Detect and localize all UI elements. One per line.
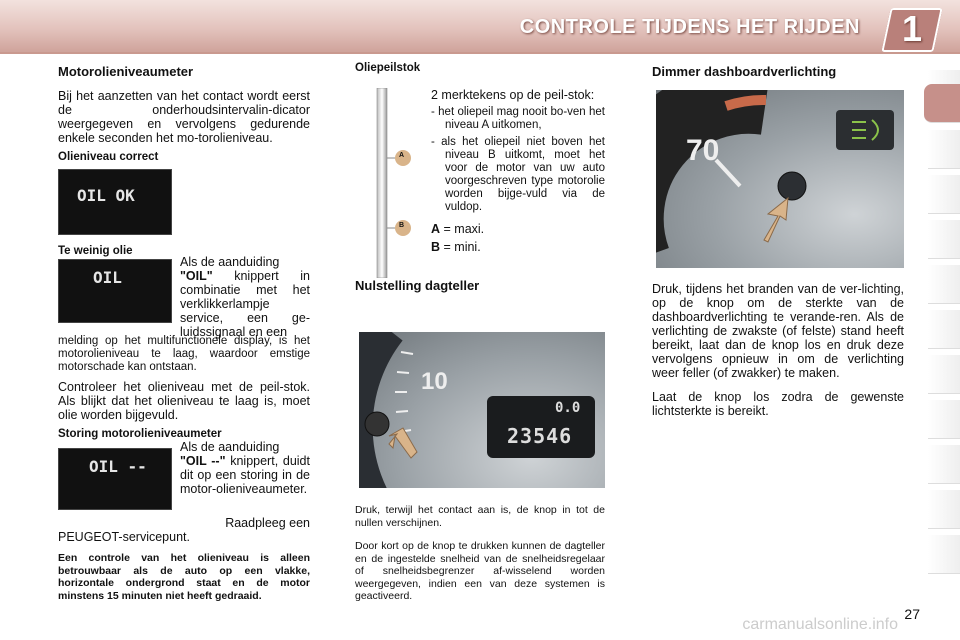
column-dipstick xyxy=(355,60,605,602)
arrow-icon xyxy=(389,428,417,458)
low-text-continued: melding op het multifunctionele display, is het motorolieniveau te laag, waardoor emstige motorschade kan ontstaan. xyxy=(58,335,310,373)
lcd-text: OIL xyxy=(93,268,122,287)
odometer-lcd: 23546 xyxy=(507,424,573,448)
page-title: CONTROLE TIJDENS HET RIJDEN xyxy=(519,16,860,38)
dimmer-text-2: Laat de knop los zodra de gewenste lichtsterkte is bereikt. xyxy=(652,390,904,418)
mark-a-label: A xyxy=(431,222,441,236)
mark-b-line xyxy=(431,240,605,254)
dipstick-illustration xyxy=(363,88,413,278)
chapter-tab[interactable] xyxy=(928,355,960,394)
chapter-tab[interactable] xyxy=(928,535,960,574)
reset-text-1: Druk, terwijl het contact aan is, de knop in tot de nullen verschijnen. xyxy=(355,504,605,529)
subheading-correct: Olieniveau correct xyxy=(58,151,159,163)
reset-heading: Nulstelling dagteller xyxy=(355,278,480,293)
chapter-tab[interactable] xyxy=(928,490,960,529)
low-text-a: Als de aanduiding xyxy=(180,255,280,269)
reset-text-2: Door kort op de knop te drukken kunnen de dagteller en de ingestelde snelheid van de snelheidsregelaar of snelheidsbegrenzer af-wisselend worden weergegeven, indien een van deze systemen is geactiveerd. xyxy=(355,540,605,602)
watermark: carmanualsonline.info xyxy=(742,616,898,633)
fault-text-b: "OIL --" xyxy=(180,454,226,468)
dimmer-text-1: Druk, tijdens het branden van de ver-lichting, op de knop om de sterkte van de dashboardverlichting te verande-ren. Als de verlichting de zwakste (of felste) stand heeft bereikt, laat dan de knop los en druk deze vervolgens opnieuw in om de verlichting weer feller (of zwakker) te maken. xyxy=(652,282,904,380)
gauge-number: 10 xyxy=(421,368,448,395)
arrow-icon xyxy=(764,198,788,242)
subheading-low: Te weinig olie xyxy=(58,245,133,257)
trip-lcd-top: 0.0 xyxy=(555,400,581,416)
section-heading: Dimmer dashboardverlichting xyxy=(652,64,837,79)
chapter-tabs xyxy=(928,70,960,580)
section-heading: Motorolieniveaumeter xyxy=(58,64,194,79)
intro-text: Bij het aanzetten van het contact wordt eerst de onderhoudsintervalin-dicator weergegeven en vervolgens gedurende enkele seconden het mo-torolieniveau. xyxy=(58,89,310,145)
trip-reset-photo xyxy=(359,332,605,488)
fault-text-e: PEUGEOT-servicepunt. xyxy=(58,530,190,544)
check-text: Controleer het olieniveau met de peil-stok. Als blijkt dat het olieniveau te laag is, moet olie worden bijgevuld. xyxy=(58,380,310,422)
column-dimmer xyxy=(652,60,904,418)
bullet-item: - als het oliepeil niet boven het niveau B uitkomt, moet het voor de motor van uw auto voorgeschreven type motorolie worden bijge-vuld via de vuldop. xyxy=(431,136,605,213)
chapter-tab[interactable] xyxy=(928,130,960,169)
low-text-b: "OIL" xyxy=(180,269,213,283)
mark-b-label: B xyxy=(431,240,441,254)
mark-b-letter: B xyxy=(399,222,405,229)
chapter-tab-active[interactable] xyxy=(924,84,960,123)
header-divider xyxy=(0,52,960,54)
chapter-tab[interactable] xyxy=(928,400,960,439)
speed-number: 70 xyxy=(686,134,720,167)
lcd-text: OIL OK xyxy=(77,186,135,205)
chapter-tab[interactable] xyxy=(928,265,960,304)
chapter-tab[interactable] xyxy=(928,445,960,484)
page-number: 27 xyxy=(904,606,920,622)
fault-text xyxy=(180,440,310,496)
fault-text-c: knippert, duidt dit op een storing in de motor-olieniveaumeter. xyxy=(180,454,310,496)
oil-low-display xyxy=(58,259,172,323)
subheading-fault: Storing motorolieniveaumeter xyxy=(58,428,222,440)
oil-ok-display xyxy=(58,169,172,235)
column-oil-level-gauge xyxy=(58,60,310,602)
low-text-c: knippert in combinatie met het verklikkerlampje service, een ge-luidssignaal en een xyxy=(180,269,310,339)
fault-text-a: Als de aanduiding xyxy=(180,440,280,454)
dimmer-photo xyxy=(656,90,904,268)
chapter-tab[interactable] xyxy=(928,220,960,259)
chapter-tab[interactable] xyxy=(928,175,960,214)
low-text xyxy=(180,255,310,339)
dipstick-bullets xyxy=(431,106,605,214)
chapter-number: 1 xyxy=(901,8,922,49)
dipstick-intro: 2 merktekens op de peil-stok: xyxy=(431,88,595,102)
mark-a-line xyxy=(431,222,605,236)
chapter-tab[interactable] xyxy=(928,310,960,349)
mark-a-letter: A xyxy=(399,152,405,159)
section-heading: Oliepeilstok xyxy=(355,62,421,74)
mark-a-value: = maxi. xyxy=(443,222,485,236)
note: Een controle van het olieniveau is alleen betrouwbaar als de auto op een vlakke, horizontale ondergrond staat en de motor minstens 15 minuten niet heeft gedraaid. xyxy=(58,552,310,602)
bullet-item: - het oliepeil mag nooit bo-ven het niveau A uitkomen, xyxy=(431,106,605,131)
oil-fault-display xyxy=(58,448,172,510)
mark-b-value: = mini. xyxy=(443,240,481,254)
fault-text-d: Raadpleeg een xyxy=(225,516,310,530)
lcd-text: OIL -- xyxy=(89,457,147,476)
